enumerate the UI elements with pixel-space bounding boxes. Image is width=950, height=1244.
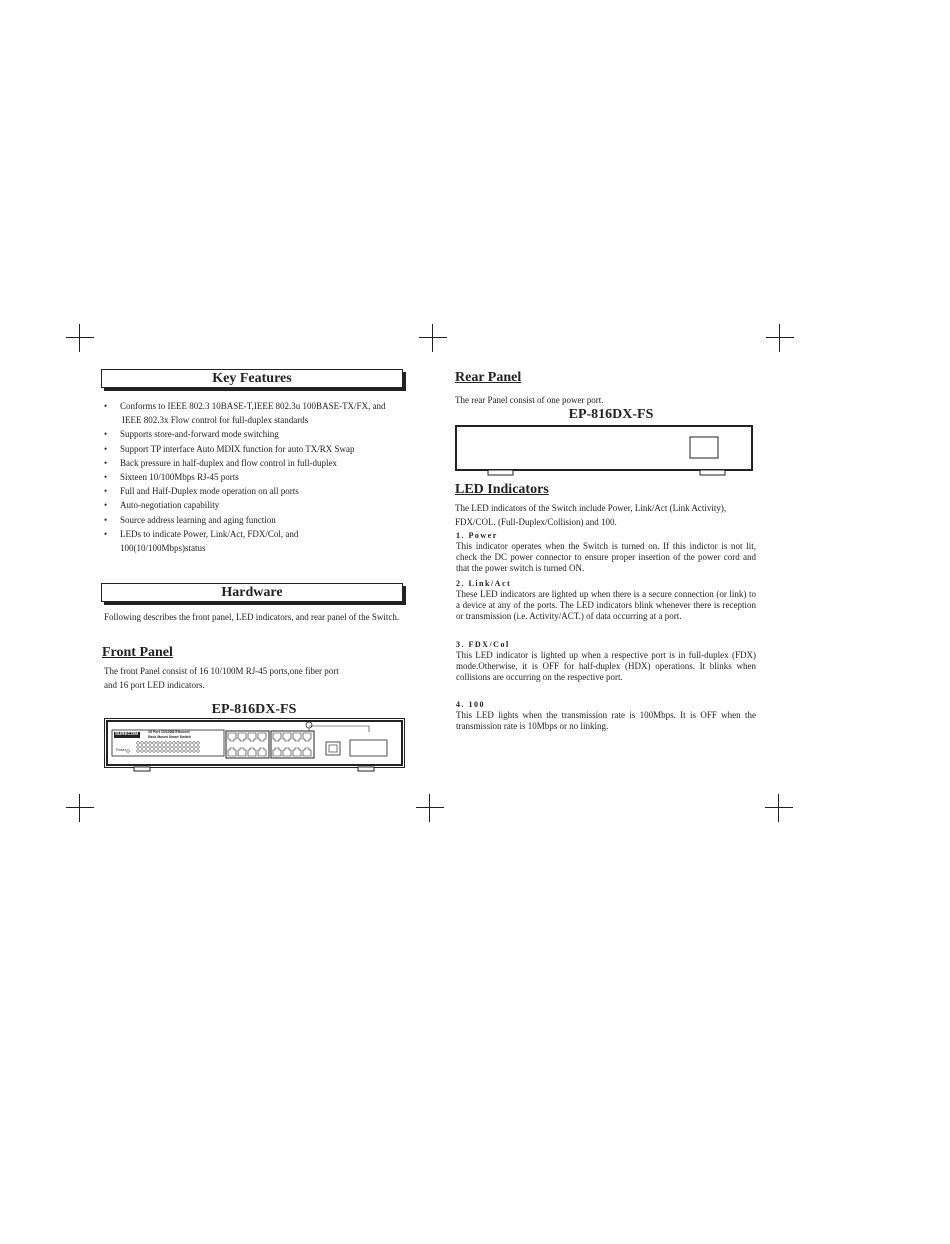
crop-mark-top-right	[766, 324, 794, 352]
led-item-description: This LED indicator is lighted up when a respective port is in full-duplex (FDX) mode.Otherwise, it is OFF for half-duplex (HDX) operations. It blinks when collisions are occurring on the respective port.	[456, 650, 756, 683]
device-brand-label: SURECOM	[115, 731, 139, 736]
led-item-title: 2. Link/Act	[456, 579, 512, 588]
hardware-description: Following describes the front panel, LED indicators, and rear panel of the Switch.	[104, 612, 400, 622]
led-item-fdx-col	[456, 639, 756, 684]
led-indicators-intro-line2: FDX/COL. (Full-Duplex/Collision) and 100.	[455, 517, 617, 527]
list-item: • LEDs to indicate Power, Link/Act, FDX/Col, and 100(10/100Mbps)status	[104, 528, 299, 554]
list-item: • Auto-negotiation capability	[104, 500, 220, 511]
rear-panel-model-title: EP-816DX-FS	[568, 407, 654, 422]
list-item: • Supports store-and-forward mode switching	[104, 429, 279, 440]
rear-panel-heading: Rear Panel	[455, 370, 522, 385]
led-indicators-heading: LED Indicators	[455, 482, 549, 497]
led-item-100	[456, 699, 756, 732]
device-power-label: Power	[116, 748, 126, 752]
front-panel-device	[104, 718, 405, 772]
list-item: • Source address learning and aging function	[104, 514, 276, 525]
led-item-description: This indicator operates when the Switch is turned on. If this indictor is not lit, check the DC power connector to ensure proper insertion of the power cord and that the power switch is turned ON.	[456, 541, 756, 574]
crop-mark-bottom-center	[416, 794, 444, 822]
front-panel-description-line1: The front Panel consist of 16 10/100M RJ-45 ports,one fiber port	[104, 666, 339, 676]
led-item-description: This LED lights when the transmission rate is 100Mbps. It is OFF when the transmission rate is 10Mbps or no linking.	[456, 710, 756, 732]
rear-panel-device-drawing	[455, 425, 755, 479]
key-features-list	[104, 399, 404, 555]
list-item: • Conforms to IEEE 802.3 10BASE-T,IEEE 802.3u 100BASE-TX/FX, and IEEE 802.3x Flow control for full-duplex standards	[104, 401, 386, 426]
led-item-title: 1. Power	[456, 531, 498, 540]
led-item-title: 3. FDX/Col	[456, 640, 510, 649]
led-item-title: 4. 100	[456, 700, 485, 709]
front-panel-model-title: EP-816DX-FS	[211, 702, 297, 717]
front-panel-device-drawing	[104, 718, 405, 772]
rear-panel-device	[455, 425, 755, 479]
list-item: • Support TP interface Auto MDIX function for auto TX/RX Swap	[104, 443, 355, 454]
crop-mark-bottom-left	[66, 794, 94, 822]
list-item: • Sixteen 10/100Mbps RJ-45 ports	[104, 472, 239, 483]
crop-mark-bottom-right	[765, 794, 793, 822]
device-desc-line2: Rack Mount Smart Switch	[148, 735, 191, 739]
crop-mark-top-left	[66, 324, 94, 352]
front-panel-description-line2: and 16 port LED indicators.	[104, 680, 205, 690]
led-item-link-act	[456, 578, 756, 623]
led-item-description: These LED indicators are lighted up when there is a secure connection (or link) to a device at any of the ports. The LED indicators blink whenever there is reception or transmission (i.e. Activity/ACT.) of data occurring at a port.	[456, 589, 756, 622]
rear-panel-description: The rear Panel consist of one power port.	[455, 395, 604, 405]
front-panel-heading: Front Panel	[102, 645, 173, 660]
list-item: • Full and Half-Duplex mode operation on all ports	[104, 486, 299, 497]
key-features-heading: Key Features	[101, 369, 403, 388]
hardware-heading: Hardware	[101, 583, 403, 602]
list-item: • Back pressure in half-duplex and flow control in full-duplex	[104, 457, 337, 468]
led-item-power	[456, 530, 756, 575]
device-desc-line1: 16 Port 10/100M Ethernet	[148, 730, 190, 734]
led-indicators-intro-line1: The LED indicators of the Switch include Power, Link/Act (Link Activity),	[455, 503, 727, 513]
crop-mark-top-center	[419, 324, 447, 352]
